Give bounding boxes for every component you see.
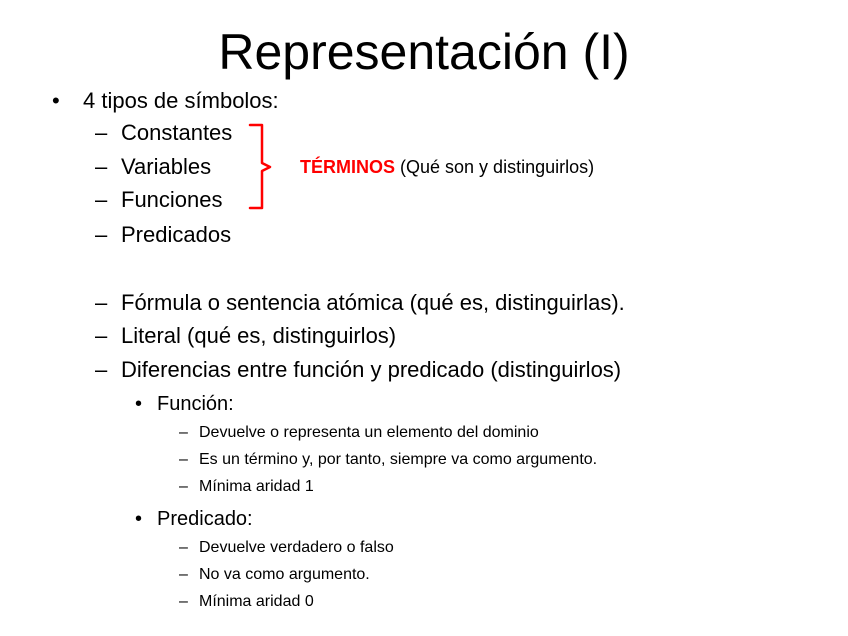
- concept-diferencias: Diferencias entre función y predicado (distinguirlos): [121, 357, 622, 382]
- funcion-heading: Función:: [157, 393, 234, 415]
- predicado-item: Mínima aridad 0: [199, 593, 314, 610]
- concept-literal: Literal (qué es, distinguirlos): [121, 323, 397, 348]
- concept-formula: Fórmula o sentencia atómica (qué es, distinguirlas).: [121, 290, 625, 315]
- main-point: 4 tipos de símbolos:: [83, 88, 279, 113]
- dash-marker: –: [95, 154, 108, 179]
- dash-marker: –: [95, 222, 108, 247]
- dash-marker: –: [179, 478, 188, 495]
- dash-marker: –: [179, 566, 188, 583]
- terms-note: (Qué son y distinguirlos): [395, 157, 595, 177]
- symbol-type-variables: Variables: [121, 154, 212, 179]
- predicado-item: Devuelve verdadero o falso: [199, 539, 394, 556]
- dash-marker: –: [95, 323, 108, 348]
- dash-marker: –: [179, 451, 188, 468]
- bullet-marker: •: [135, 393, 143, 415]
- predicado-heading: Predicado:: [157, 508, 253, 530]
- funcion-item: Es un término y, por tanto, siempre va como argumento.: [199, 451, 598, 468]
- predicado-item: No va como argumento.: [199, 566, 370, 583]
- slide-title: Representación (I): [218, 24, 630, 80]
- dash-marker: –: [95, 187, 108, 212]
- funcion-item: Mínima aridad 1: [199, 478, 314, 495]
- symbol-type-funciones: Funciones: [121, 187, 223, 212]
- dash-marker: –: [179, 539, 188, 556]
- dash-marker: –: [95, 290, 108, 315]
- terms-bracket: [246, 122, 276, 212]
- bullet-marker: •: [135, 508, 143, 530]
- symbol-type-constantes: Constantes: [121, 120, 233, 145]
- terms-label: TÉRMINOS: [300, 157, 396, 177]
- terms-annotation: [300, 156, 594, 178]
- dash-marker: –: [95, 120, 108, 145]
- bullet-marker: •: [52, 88, 60, 113]
- dash-marker: –: [95, 357, 108, 382]
- dash-marker: –: [179, 424, 188, 441]
- dash-marker: –: [179, 593, 188, 610]
- funcion-item: Devuelve o representa un elemento del dominio: [199, 424, 539, 441]
- symbol-type-predicados: Predicados: [121, 222, 232, 247]
